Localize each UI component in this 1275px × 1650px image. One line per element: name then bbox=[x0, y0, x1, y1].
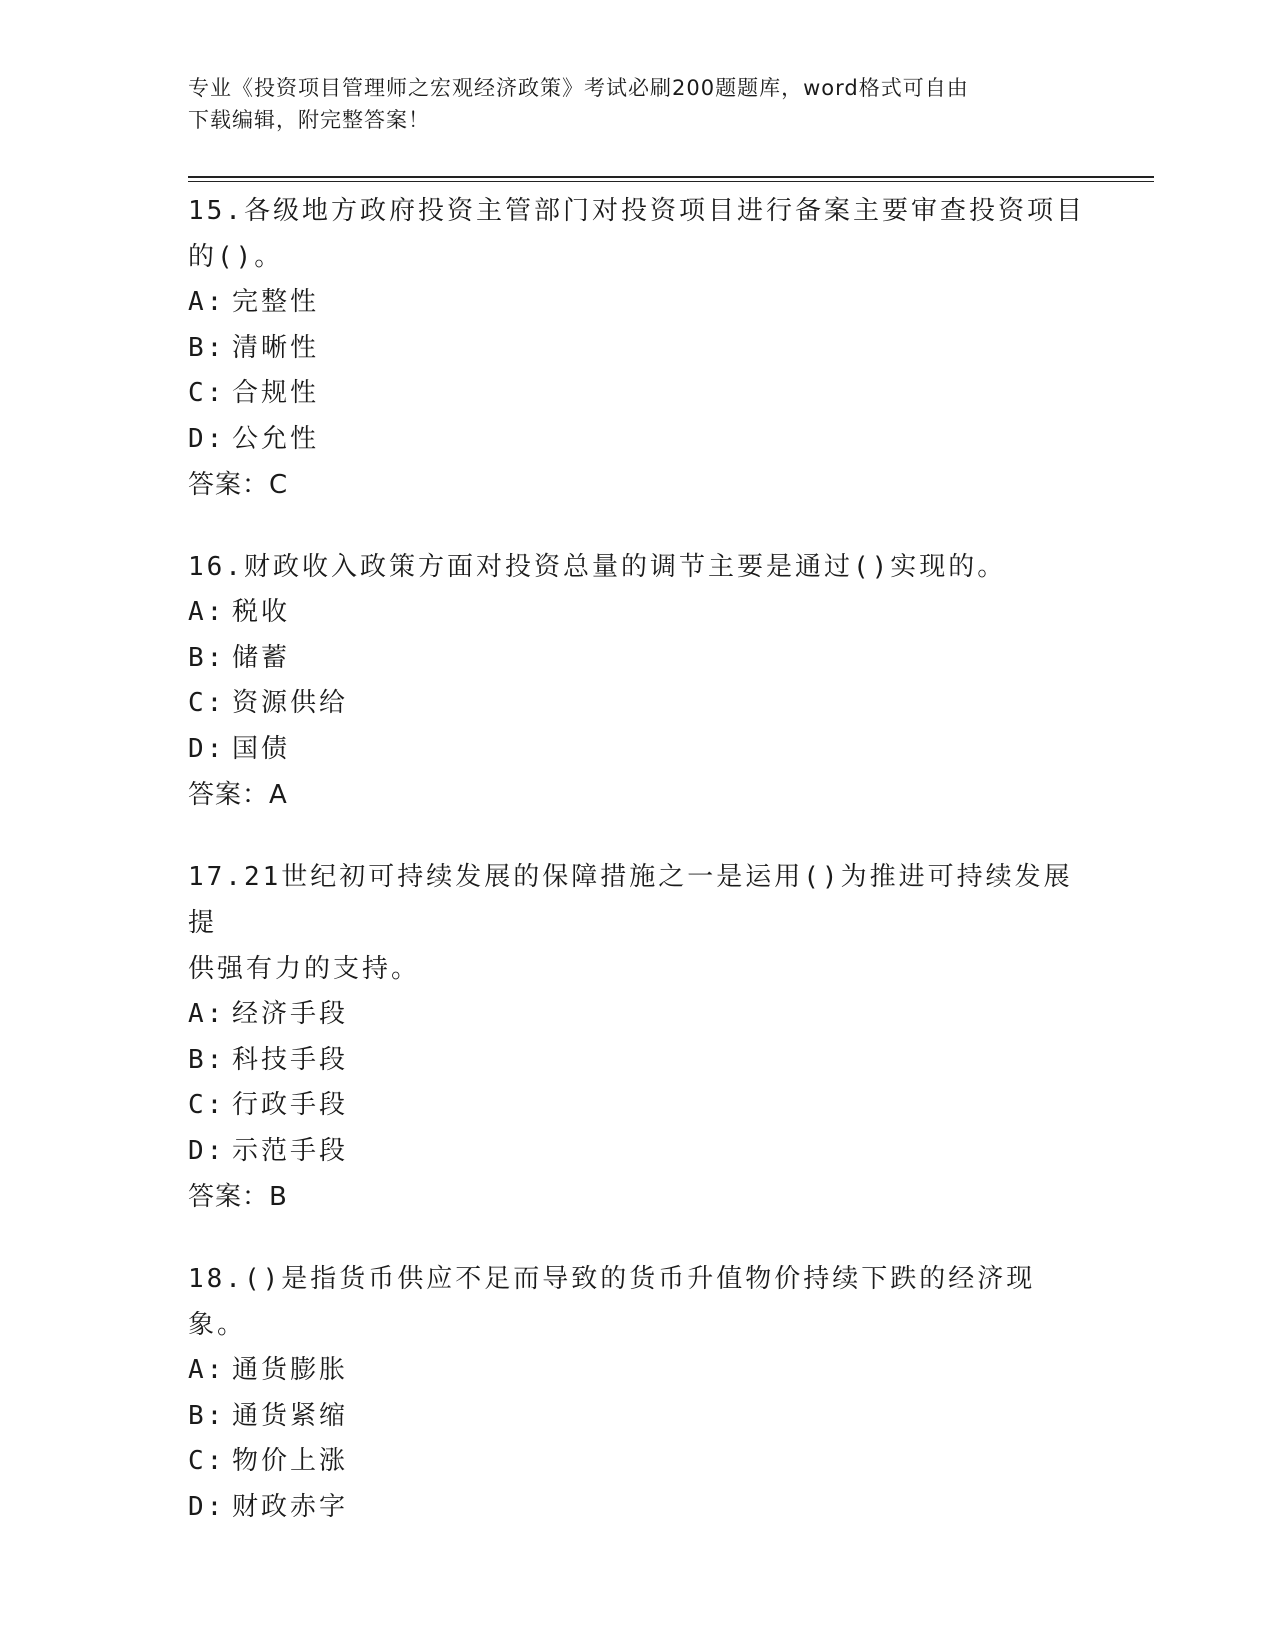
option-key: D: bbox=[188, 1491, 226, 1522]
question-17 bbox=[188, 854, 1088, 1220]
option-text: 公允性 bbox=[232, 423, 320, 454]
option-key: C: bbox=[188, 378, 226, 408]
option-b bbox=[188, 1394, 1088, 1440]
option-text: 经济手段 bbox=[232, 999, 349, 1029]
question-15 bbox=[188, 188, 1088, 508]
option-text: 通货紧缩 bbox=[232, 1400, 349, 1431]
header-line-1: 专业《投资项目管理师之宏观经济政策》考试必刷200题题库，word格式可自由 bbox=[188, 76, 969, 100]
header-divider-thick bbox=[188, 176, 1154, 178]
answer-label: 答案：B bbox=[188, 1182, 288, 1212]
option-c bbox=[188, 1083, 1088, 1129]
option-text: 清晰性 bbox=[232, 332, 320, 363]
header-divider-thin bbox=[188, 181, 1154, 182]
option-text: 行政手段 bbox=[232, 1090, 349, 1120]
question-stem-line-1: 17.21世纪初可持续发展的保障措施之一是运用()为推进可持续发展提 bbox=[188, 862, 1073, 938]
question-stem-line-2: 的()。 bbox=[188, 242, 284, 272]
option-a bbox=[188, 590, 1088, 636]
header-line-2: 下载编辑，附完整答案！ bbox=[188, 108, 430, 132]
question-stem-line-1: 18.()是指货币供应不足而导致的货币升值物价持续下跌的经济现象。 bbox=[188, 1264, 1036, 1340]
question-list bbox=[188, 188, 1088, 1566]
option-a bbox=[188, 280, 1088, 326]
option-key: A: bbox=[188, 287, 226, 317]
option-key: C: bbox=[188, 1090, 226, 1120]
option-text: 资源供给 bbox=[232, 688, 349, 718]
option-text: 财政赤字 bbox=[232, 1491, 349, 1522]
question-16 bbox=[188, 544, 1088, 818]
option-b bbox=[188, 326, 1088, 372]
option-d bbox=[188, 1485, 1088, 1531]
option-key: B: bbox=[188, 642, 226, 673]
question-stem bbox=[188, 544, 1088, 590]
option-text: 示范手段 bbox=[232, 1135, 349, 1166]
option-text: 科技手段 bbox=[232, 1044, 349, 1075]
option-text: 储蓄 bbox=[232, 642, 291, 673]
option-text: 通货膨胀 bbox=[232, 1355, 349, 1385]
option-d bbox=[188, 1129, 1088, 1175]
option-key: C: bbox=[188, 1446, 226, 1476]
option-c bbox=[188, 1439, 1088, 1485]
question-stem-line-2: 供强有力的支持。 bbox=[188, 954, 421, 984]
option-key: D: bbox=[188, 1135, 226, 1166]
option-a bbox=[188, 1348, 1088, 1394]
option-key: A: bbox=[188, 597, 226, 627]
question-stem-line-1: 15.各级地方政府投资主管部门对投资项目进行备案主要审查投资项目 bbox=[188, 196, 1085, 226]
question-stem bbox=[188, 1256, 1088, 1348]
question-stem bbox=[188, 854, 1088, 992]
option-key: B: bbox=[188, 1400, 226, 1431]
option-b bbox=[188, 1038, 1088, 1084]
option-d bbox=[188, 417, 1088, 463]
option-text: 国债 bbox=[232, 733, 291, 764]
option-key: D: bbox=[188, 423, 226, 454]
question-stem-line-1: 16.财政收入政策方面对投资总量的调节主要是通过()实现的。 bbox=[188, 552, 1007, 582]
answer-label: 答案：C bbox=[188, 470, 289, 500]
option-key: A: bbox=[188, 999, 226, 1029]
option-key: A: bbox=[188, 1355, 226, 1385]
option-d bbox=[188, 727, 1088, 773]
answer-label: 答案：A bbox=[188, 780, 288, 810]
option-key: B: bbox=[188, 1044, 226, 1075]
option-text: 物价上涨 bbox=[232, 1446, 349, 1476]
option-text: 税收 bbox=[232, 597, 291, 627]
option-c bbox=[188, 371, 1088, 417]
question-stem bbox=[188, 188, 1088, 280]
option-c bbox=[188, 681, 1088, 727]
option-text: 合规性 bbox=[232, 378, 320, 408]
option-text: 完整性 bbox=[232, 287, 320, 317]
document-header bbox=[188, 72, 1068, 136]
option-key: C: bbox=[188, 688, 226, 718]
option-key: D: bbox=[188, 733, 226, 764]
option-a bbox=[188, 992, 1088, 1038]
option-b bbox=[188, 636, 1088, 682]
question-18 bbox=[188, 1256, 1088, 1530]
option-key: B: bbox=[188, 332, 226, 363]
